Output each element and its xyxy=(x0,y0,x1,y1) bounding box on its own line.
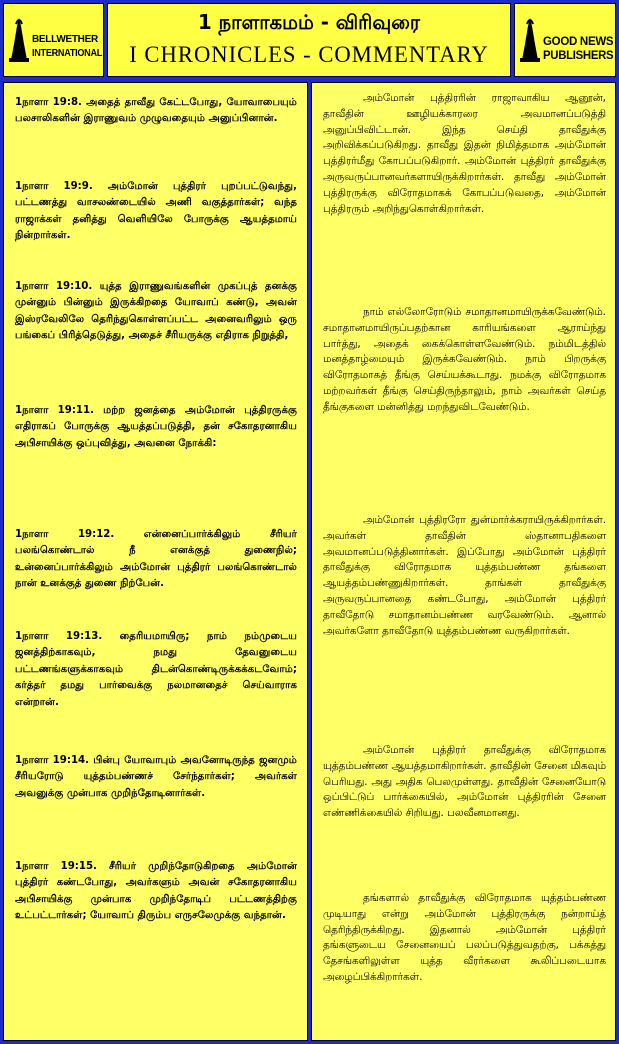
commentary-paragraph xyxy=(312,305,615,416)
bellwether-logo-icon xyxy=(8,14,30,64)
commentary-text: நாம் எல்லோரோடும் சமாதானமாயிருக்கவேண்டும். சமாதானமாயிருப்பதற்கான காரியங்களை ஆராய்ந்து பார்த்து, அதைக் கைக்கொள்ளவேண்டும். நம்மிடத்தில் மனத்தாழ்மையும் இருக்கவேண்டும். நாம் பிறருக்கு விரோதமாகத் தீங்கு செய்யக்கூடாது. நமக்கு விரோதமாக மற்றவர்கள் தீங்கு செய்திருந்தாலும், நாம் அவர்கள் செய்த தீங்குகளை மன்னித்து மறந்துவிடவேண்டும். xyxy=(323,306,606,413)
verses-column xyxy=(3,82,308,1041)
good-news-logo xyxy=(514,3,616,77)
good-news-line2: PUBLISHERS xyxy=(543,48,614,62)
commentary-text: அம்மோன் புத்திரரின் ராஜாவாகிய ஆனூன், தாவீதின் ஊழியக்காரரை அவமானப்படுத்தி அனுப்பிவிட்டான். இந்த செய்தி தாவீதுக்கு அறிவிக்கப்படுகிறது. தாவீது இதன் நிமித்தமாக அம்மோன் புத்திரர்மீது கோபப்படுகிறார். அம்மோன் புத்திரர் தாவீதுக்கு அருவருப்பானவர்களாயிருக்கிறார்கள். தாவீது அம்மோன் புத்திரருக்கு விரோதமாகக் கோபப்படுவதை, அம்மோன் புத்திரரும் அறிந்துகொள்கிறார்கள். xyxy=(323,92,606,215)
bellwether-logo xyxy=(3,3,104,77)
verse-paragraph: 1நாளா 19:11. மற்ற ஜனத்தை அம்மோன் புத்திரருக்கு எதிராகப் போருக்கு ஆயத்தப்படுத்தி, தன் சகோதரனாகிய அபிசாயிக்கு ஒப்புவித்து, அவனை நோக்கி: xyxy=(15,405,297,449)
page-title-english: I CHRONICLES - COMMENTARY xyxy=(129,42,489,67)
commentary-text: அம்மோன் புத்திரர் தாவீதுக்கு விரோதமாக யுத்தம்பண்ண ஆயத்தமாகிறார்கள். தாவீதின் சேனை மிகவும் பெரியது. அது அதிக பெலமுள்ளது. தாவீதின் சேனையோடு ஒப்பிட்டுப் பார்க்கையில், அம்மோன் புத்திரரின் சேனை எண்ணிக்கையில் சிறியது. பலவீனமானது. xyxy=(323,744,606,820)
commentary-column xyxy=(311,82,616,1041)
commentary-paragraph xyxy=(312,91,615,217)
verse-paragraph: 1நாளா 19:13. தைரியமாயிரு; நாம் நம்முடைய ஜனத்திற்காகவும், நமது தேவனுடைய பட்டணங்களுக்காகவும் திடன்கொண்டிருக்கக்கடவோம்; கர்த்தர் தமது பார்வைக்கு நலமானதைச் செய்வாராக என்றான். xyxy=(15,631,297,708)
verse-paragraph: 1நாளா 19:10. யுத்த இராணுவங்களின் முகப்புத் தனக்கு முன்னும் பின்னும் இருக்கிறதை யோவாப் கண்டு, அவன் இஸ்ரவேலிலே தெரிந்துகொள்ளப்பட்ட அனைவரிலும் ஒரு பங்கைப் பிரித்தெடுத்து, அதைச் சீரியருக்கு எதிராக நிறுத்தி, xyxy=(15,281,297,342)
good-news-line1: GOOD NEWS xyxy=(543,34,614,48)
verse-paragraph: 1நாளா 19:15. சீரியர் முறிந்தோடுகிறதை அம்மோன் புத்திரர் கண்டபோது, அவர்களும் அவன் சகோதரனாகிய அபிசாயிக்கு முன்பாக முறிந்தோடிப் பட்டணத்திற்கு உட்பட்டார்கள்; யோவாப் திரும்ப எருசலேமுக்கு வந்தான். xyxy=(15,861,297,922)
commentary-paragraph xyxy=(312,743,615,822)
commentary-paragraph xyxy=(312,891,615,986)
bellwether-line2: INTERNATIONAL xyxy=(32,48,103,59)
commentary-text: தங்களால் தாவீதுக்கு விரோதமாக யுத்தம்பண்ண முடியாது என்று அம்மோன் புத்திரருக்கு நன்றாய்த் தெரிந்திருக்கிறது. இதனால் அம்மோன் புத்திரர் தங்களுடைய சேனையைப் பலப்படுத்துவதற்கு, பக்கத்து தேசங்களிலுள்ள யுத்த வீரர்களை கூலிப்படையாக அழைப்பிக்கிறார்கள். xyxy=(323,892,606,983)
header xyxy=(3,3,616,77)
verse-paragraph: 1நாளா 19:9. அம்மோன் புத்திரர் புறப்பட்டுவந்து, பட்டணத்து வாசலண்டையில் அணி வகுத்தார்கள்; வந்த ராஜாக்கள் தனித்து வெளியிலே போருக்கு ஆயத்தமாய் நின்றார்கள். xyxy=(15,181,297,242)
bellwether-line1: BELLWETHER xyxy=(32,34,98,45)
good-news-logo-icon xyxy=(519,14,541,64)
commentary-paragraph xyxy=(312,513,615,639)
verse-paragraph: 1நாளா 19:12. என்னைப்பார்க்கிலும் சீரியர் பலங்கொண்டால் நீ எனக்குத் துணைநில்; உன்னைப்பார்க்கிலும் அம்மோன் புத்திரர் பலங்கொண்டால் நான் உனக்குத் துணை நிற்பேன். xyxy=(15,529,297,590)
page-title-tamil: 1 நாளாகமம் - விரிவுரை xyxy=(197,10,421,34)
verse-paragraph: 1நாளா 19:14. பின்பு யோவாபும் அவனோடிருந்த ஜனமும் சீரியரோடு யுத்தம்பண்ணச் சேர்ந்தார்கள்; அவர்கள் அவனுக்கு முன்பாக முறிந்தோடினார்கள். xyxy=(15,755,297,799)
verse-paragraph: 1நாளா 19:8. அதைத் தாவீது கேட்டபோது, யோவாபையும் பலசாலிகளின் இராணுவம் முழுவதையும் அனுப்பினான். xyxy=(15,97,297,125)
title-box xyxy=(107,3,511,77)
commentary-text: அம்மோன் புத்திரரோ துன்மார்க்கராயிருக்கிறார்கள். அவர்கள் தாவீதின் ஸ்தானாபதிகளை அவமானப்படுத்தினார்கள். இப்போது அம்மோன் புத்திரர் தாவீதுக்கு விரோதமாக யுத்தம்பண்ண தங்களை ஆயத்தம்பண்ணுகிறார்கள். தாங்கள் தாவீதுக்கு அருவருப்பானதை கண்டபோது, அம்மோன் புத்திரர் தாவீதோடு சமாதானம்பண்ண வரவேண்டும். ஆனால் அவர்களோ தாவீதோடு யுத்தம்பண்ண வருகிறார்கள். xyxy=(323,514,606,637)
